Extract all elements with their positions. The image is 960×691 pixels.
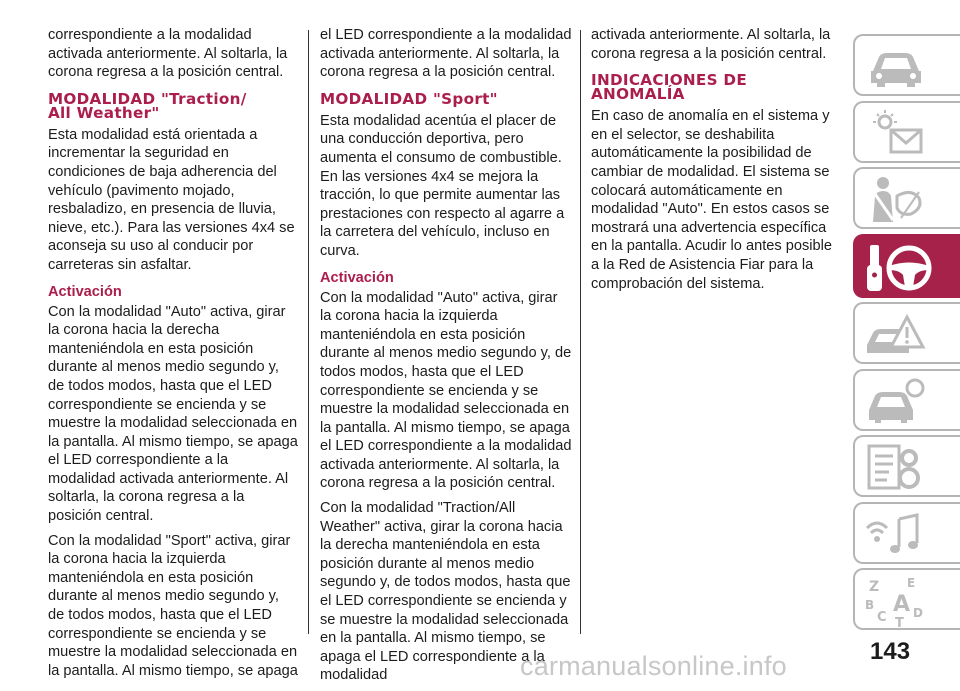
index-letter: Z [869, 579, 880, 595]
paragraph: el LED correspondiente a la modalidad activada anteriormente. Al soltarla, la corona regresa a la posición central. [320, 27, 572, 81]
index-letter: C [877, 610, 887, 625]
paragraph: Con la modalidad "Sport" activa, girar la corona hacia la izquierda manteniéndola en esta posición durante al menos medio segundo y, de todos modos, hasta que el LED correspondiente se encienda y se muestre la modalidad seleccionada en la pantalla. Al mismo tiempo, se apaga [48, 532, 298, 679]
text-column-2 [320, 26, 572, 691]
subheading-activacion: Activación [48, 283, 122, 300]
multimedia-icon [863, 509, 927, 559]
tab-index[interactable] [853, 568, 960, 630]
index-letter: T [895, 616, 904, 627]
tab-starting-driving[interactable] [853, 234, 960, 298]
tab-multimedia[interactable] [853, 502, 960, 564]
column-divider [580, 30, 581, 634]
paragraph: Esta modalidad acentúa el placer de una conducción deportiva, pero aumenta el consumo de combustible. En las versiones 4x4 se mejora la tracción, lo que permite aumentar las prestaciones con respecto al agarre a la carretera del vehículo, incluso en curva. [320, 112, 565, 259]
paragraph: correspondiente a la modalidad activada anteriormente. Al soltarla, la corona regresa a la posición central. [48, 27, 288, 81]
tab-emergency[interactable] [853, 302, 960, 364]
paragraph: Con la modalidad "Auto" activa, girar la corona hacia la izquierda manteniéndola en esta posición durante al menos medio segundo y, de todos modos, hasta que el LED correspondiente se encienda y se muestre la modalidad seleccionada en la pantalla. Al mismo tiempo, se apaga el LED correspondiente a la modalidad activada anteriormente. Al soltarla, la corona regresa a la posición central. [320, 289, 572, 492]
paragraph: activada anteriormente. Al soltarla, la corona regresa a la posición central. [591, 27, 831, 62]
specs-gears-icon [863, 442, 927, 492]
car-service-icon [863, 376, 927, 426]
text-column-3 [591, 26, 841, 299]
car-front-icon [863, 41, 927, 91]
text-column-1 [48, 26, 298, 686]
paragraph: En caso de anomalía en el sistema y en el selector, se deshabilita automáticamente la posibilidad de cambiar de modalidad. El sistema se colocará automáticamente en modalidad "Auto". En estos casos se mostrará una advertencia específica en la pantalla. Acudir lo antes posible a la Red de Asistencia Fiar para la comprobación del sistema. [591, 108, 832, 292]
tab-car-knowledge[interactable] [853, 34, 960, 96]
paragraph: Esta modalidad está orientada a incrementar la seguridad en condiciones de baja adherencia del vehículo (pavimento mojado, resbaladizo, en presencia de lluvia, nieve, etc.). Para las versiones 4x4 se aconseja su uso al conducir por carreteras sin asfaltar. [48, 126, 295, 273]
section-heading-sport: MODALIDAD "Sport" [320, 89, 498, 108]
column-divider [308, 30, 309, 634]
warning-lights-mail-icon [863, 108, 927, 158]
key-steering-wheel-icon [863, 241, 933, 295]
section-heading-anomalia: INDICACIONES DE ANOMALÍA [591, 71, 748, 104]
seatbelt-airbag-icon [863, 174, 927, 224]
index-letter: D [913, 606, 923, 620]
paragraph: Con la modalidad "Traction/All Weather" activa, girar la corona hacia la derecha manteniéndola en esta posición durante al menos medio segundo y, de todos modos, hasta que el LED correspondiente se encienda y se muestre la modalidad seleccionada en la pantalla. Al mismo tiempo, se apaga el LED correspondiente a la modalidad [320, 500, 571, 684]
section-heading-traction: MODALIDAD "Traction/ All Weather" [48, 89, 247, 122]
index-letter: B [865, 598, 875, 612]
page-number: 143 [870, 638, 911, 665]
tab-technical-data[interactable] [853, 435, 960, 497]
car-breakdown-warning-icon [863, 309, 927, 359]
chapter-tabs [853, 34, 960, 635]
tab-dashboard[interactable] [853, 101, 960, 163]
tab-maintenance[interactable] [853, 369, 960, 431]
paragraph: Con la modalidad "Auto" activa, girar la corona hacia la derecha manteniéndola en esta posición durante al menos medio segundo y, de todos modos, hasta que el LED correspondiente se encienda y se muestre la modalidad seleccionada en la pantalla. Al mismo tiempo, se apaga el LED correspondiente a la modalidad activada anteriormente. Al soltarla, la corona regresa a la posición central. [48, 303, 298, 525]
alphabetical-index-icon [863, 575, 927, 627]
index-letter: E [907, 576, 916, 590]
index-letter: A [893, 592, 911, 617]
tab-safety[interactable] [853, 167, 960, 229]
subheading-activacion: Activación [320, 269, 394, 286]
watermark: carmanualsonline.info [520, 651, 787, 681]
